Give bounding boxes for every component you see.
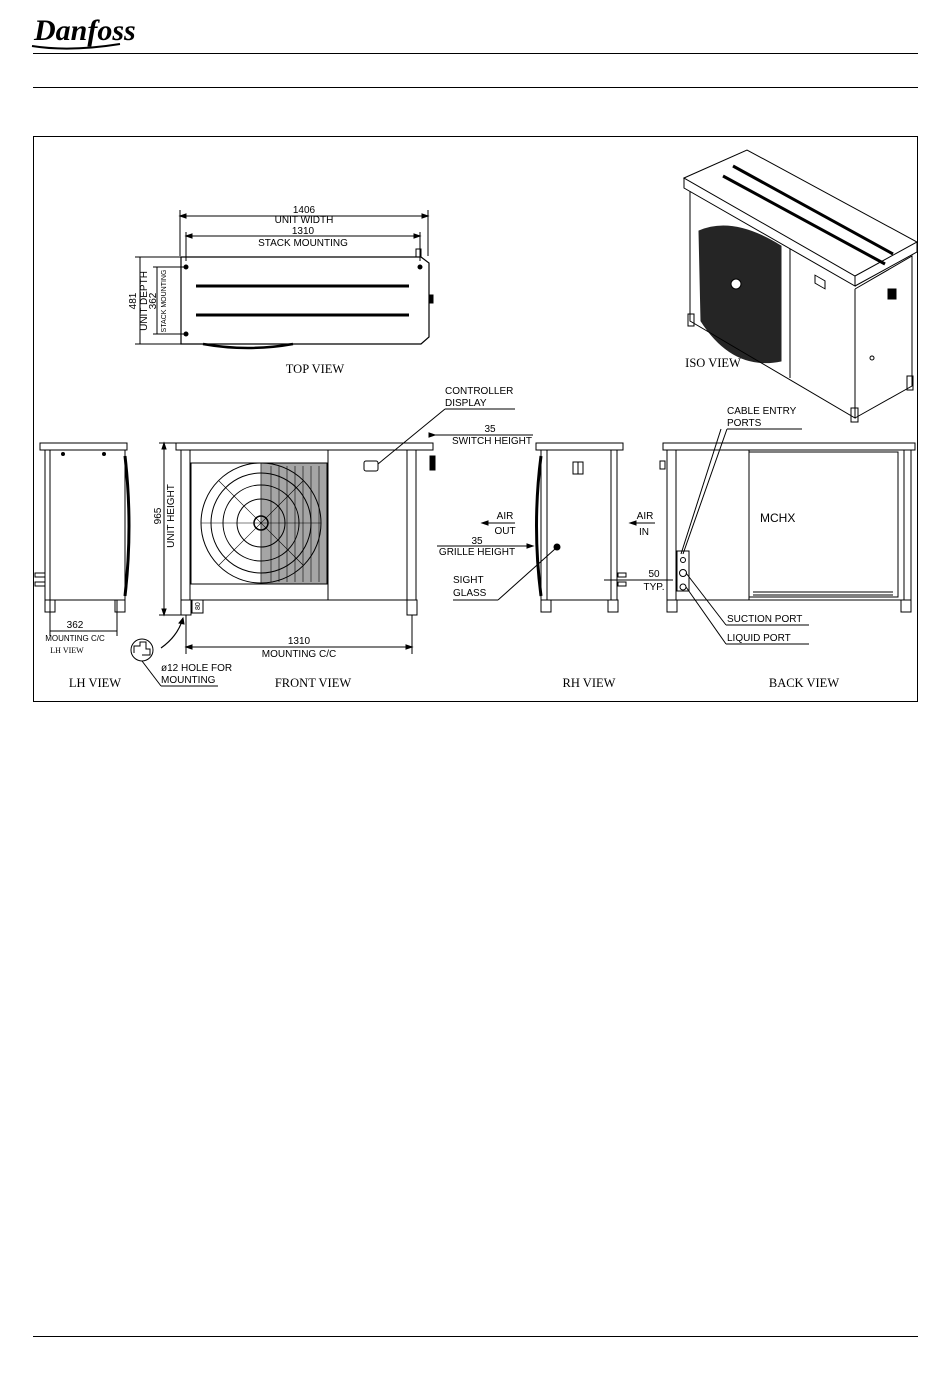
- top-depth-stack-value: 362: [148, 292, 159, 310]
- typ-label: TYP.: [643, 582, 665, 593]
- air-in-1: AIR: [636, 511, 654, 522]
- iso-view-title: ISO VIEW: [685, 356, 741, 370]
- technical-drawing: [33, 136, 918, 702]
- top-depth-stack-label: STACK MOUNTING: [161, 269, 168, 333]
- top-width-value: 1406: [292, 205, 316, 216]
- suction-label: SUCTION PORT: [727, 614, 803, 625]
- top-depth-value: 481: [128, 292, 139, 310]
- top-depth-label: UNIT DEPTH: [139, 271, 150, 331]
- lh-mount-label: MOUNTING C/C: [45, 634, 105, 643]
- header-rule-bottom: [33, 87, 918, 88]
- back-view-title: BACK VIEW: [768, 676, 840, 690]
- top-view: [128, 205, 433, 376]
- typ-value: 50: [648, 569, 660, 580]
- hole-label-2: MOUNTING: [161, 675, 216, 686]
- logo-text: Danfoss: [34, 14, 136, 47]
- top-width-label: UNIT WIDTH: [274, 215, 334, 226]
- switch-label: SWITCH HEIGHT: [452, 436, 532, 447]
- hole-label-1: ø12 HOLE FOR: [161, 663, 233, 674]
- sight-label-1: SIGHT: [453, 575, 484, 586]
- sight-label-2: GLASS: [453, 588, 487, 599]
- footer-rule: [33, 1336, 918, 1337]
- cable-label-2: PORTS: [727, 418, 762, 429]
- lh-mount-value: 362: [66, 620, 84, 631]
- top-stack-label: STACK MOUNTING: [258, 238, 348, 249]
- front-foot-tag: 80: [195, 602, 202, 610]
- front-view-title: FRONT VIEW: [274, 676, 352, 690]
- grille-label: GRILLE HEIGHT: [438, 547, 516, 558]
- rh-view-title: RH VIEW: [562, 676, 616, 690]
- controller-label-2: DISPLAY: [445, 398, 487, 409]
- switch-value: 35: [484, 424, 496, 435]
- top-view-title: TOP VIEW: [285, 362, 345, 376]
- header-rule-top: [33, 53, 918, 54]
- iso-view: [684, 150, 917, 422]
- cable-label-1: CABLE ENTRY: [727, 406, 797, 417]
- top-stack-value: 1310: [291, 226, 315, 237]
- air-out-2: OUT: [494, 526, 516, 537]
- liquid-label: LIQUID PORT: [727, 633, 791, 644]
- rh-view: [536, 443, 673, 690]
- front-view: [131, 386, 555, 690]
- front-mount-value: 1310: [287, 636, 311, 647]
- front-height-value: 965: [153, 507, 164, 525]
- danfoss-logo: [30, 6, 150, 52]
- controller-label-1: CONTROLLER: [445, 386, 514, 397]
- mchx-label: MCHX: [760, 511, 796, 525]
- lh-view-title: LH VIEW: [68, 676, 122, 690]
- back-view: [660, 406, 915, 690]
- front-height-label: UNIT HEIGHT: [166, 484, 177, 548]
- air-in-2: IN: [639, 527, 649, 538]
- front-mount-label: MOUNTING C/C: [261, 649, 337, 660]
- air-out-1: AIR: [496, 511, 514, 522]
- lh-sub-label: LH VIEW: [50, 646, 84, 655]
- lh-view: [35, 443, 129, 690]
- grille-value: 35: [471, 536, 483, 547]
